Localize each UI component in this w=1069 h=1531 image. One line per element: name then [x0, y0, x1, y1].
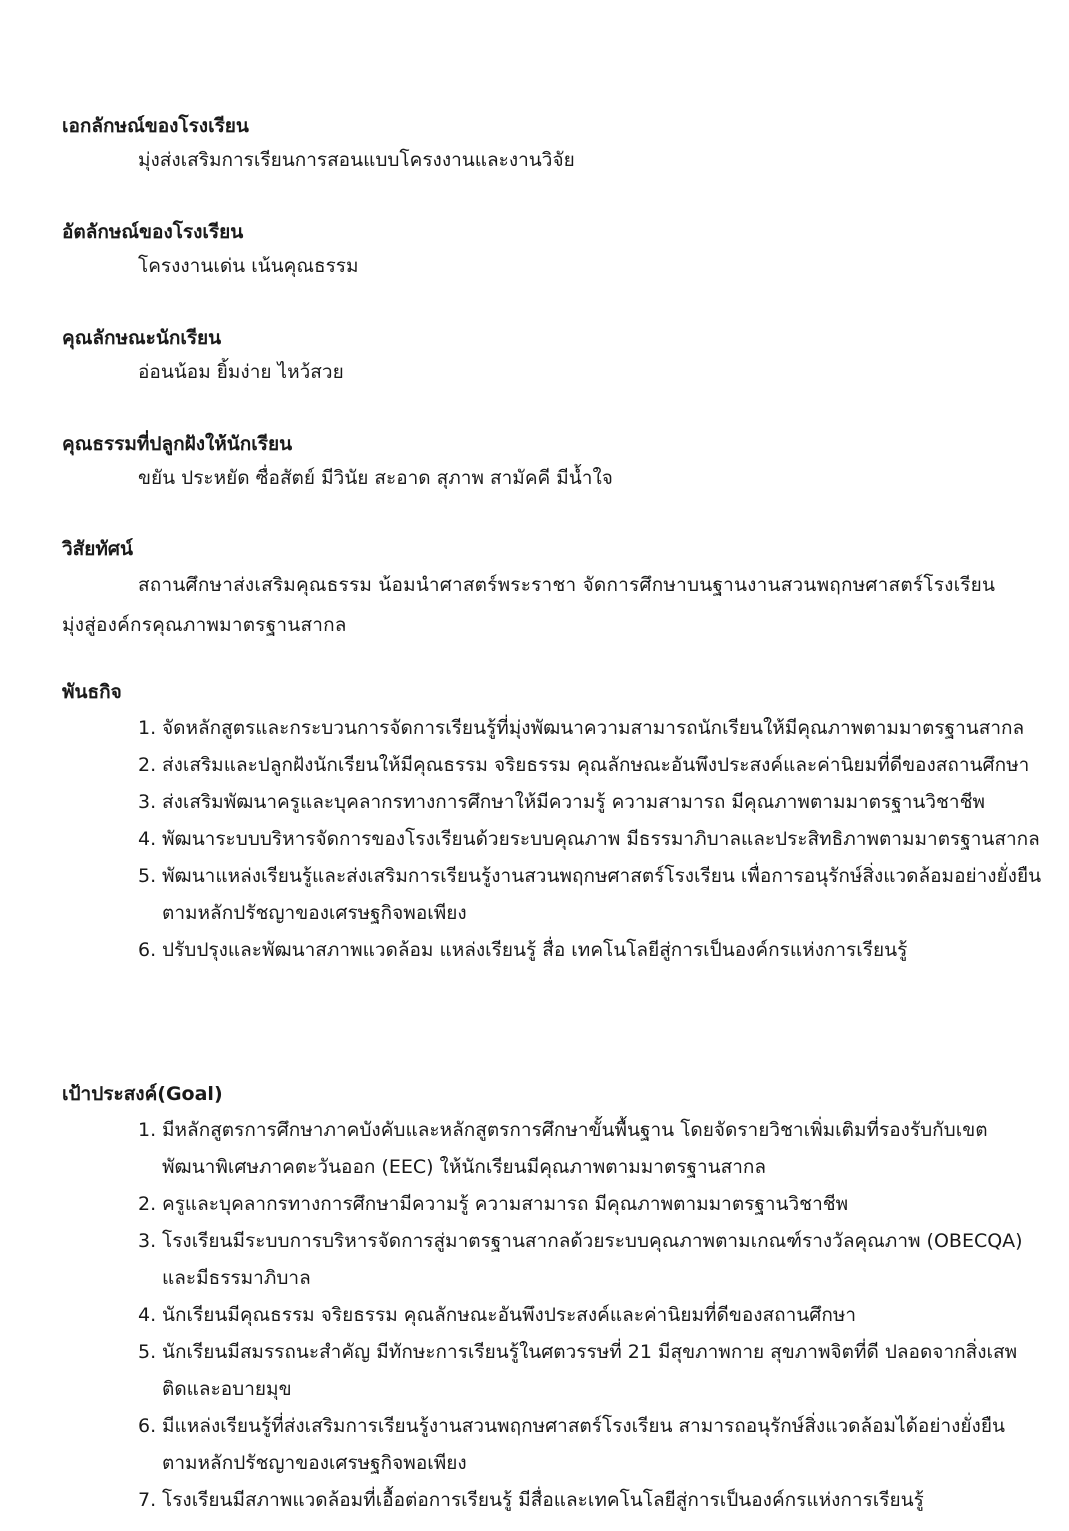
uniqueness-text: โครงงานเด่น เน้นคุณธรรม: [138, 255, 359, 277]
mission-item-number: 3.: [138, 791, 157, 813]
mission-item-number: 6.: [138, 939, 157, 961]
goal-item: [62, 1482, 1025, 1519]
goal-item-number: 2.: [138, 1193, 157, 1215]
identity-section: [62, 110, 1029, 179]
virtues-section: [62, 428, 1029, 497]
mission-item: [62, 784, 1049, 821]
vision-section: [62, 533, 1021, 645]
goal-item: [62, 1112, 1025, 1186]
mission-item-text: จัดหลักสูตรและกระบวนการจัดการเรียนรู้ที่มุ่งพัฒนาความสามารถนักเรียนให้มีคุณภาพตามมาตรฐานสากล: [162, 717, 1025, 739]
mission-item-number: 5.: [138, 865, 157, 887]
goal-item: [62, 1334, 1025, 1408]
mission-item: [62, 710, 1049, 747]
vision-heading: วิสัยทัศน์: [62, 538, 133, 560]
goal-item-number: 3.: [138, 1230, 157, 1252]
mission-item-text: ส่งเสริมพัฒนาครูและบุคลากรทางการศึกษาให้มีความรู้ ความสามารถ มีคุณภาพตามมาตรฐานวิชาชีพ: [162, 791, 986, 813]
goal-section: [62, 1078, 1025, 1519]
goal-heading: เป้าประสงค์(Goal): [62, 1083, 223, 1105]
goal-item-number: 1.: [138, 1119, 157, 1141]
goal-item: [62, 1408, 1025, 1482]
uniqueness-section: [62, 216, 1029, 285]
student-traits-section: [62, 322, 1029, 391]
mission-section: [62, 676, 1049, 969]
goal-item-text: มีแหล่งเรียนรู้ที่ส่งเสริมการเรียนรู้งานสวนพฤกษศาสตร์โรงเรียน สามารถอนุรักษ์สิ่งแวดล้อมได้อย่างยั่งยืน ตามหลักปรัชญาของเศรษฐกิจพอเพียง: [162, 1415, 1005, 1474]
student-traits-heading: คุณลักษณะนักเรียน: [62, 327, 222, 349]
mission-item-text: ส่งเสริมและปลูกฝังนักเรียนให้มีคุณธรรม จริยธรรม คุณลักษณะอันพึงประสงค์และค่านิยมที่ดีของสถานศึกษา: [162, 754, 1030, 776]
vision-text: สถานศึกษาส่งเสริมคุณธรรม น้อมนำศาสตร์พระราชา จัดการศึกษาบนฐานงานสวนพฤกษศาสตร์โรงเรียน มุ่งสู่องค์กรคุณภาพมาตรฐานสากล: [62, 574, 996, 636]
mission-list: [62, 710, 1049, 969]
goal-item-text: ครูและบุคลากรทางการศึกษามีความรู้ ความสามารถ มีคุณภาพตามมาตรฐานวิชาชีพ: [162, 1193, 849, 1215]
mission-heading: พันธกิจ: [62, 681, 122, 703]
mission-item: [62, 747, 1049, 784]
identity-heading: เอกลักษณ์ของโรงเรียน: [62, 115, 249, 137]
goal-item-text: โรงเรียนมีระบบการบริหารจัดการสู่มาตรฐานสากลด้วยระบบคุณภาพตามเกณฑ์รางวัลคุณภาพ (OBECQA) และมีธรรมาภิบาล: [162, 1230, 1023, 1289]
goal-list: [62, 1112, 1025, 1519]
mission-item-text: พัฒนาแหล่งเรียนรู้และส่งเสริมการเรียนรู้งานสวนพฤกษศาสตร์โรงเรียน เพื่อการอนุรักษ์สิ่งแวดล้อมอย่างยั่งยืน ตามหลักปรัชญาของเศรษฐกิจพอเพียง: [162, 865, 1042, 924]
goal-item-text: นักเรียนมีสมรรถนะสำคัญ มีทักษะการเรียนรู้ในศตวรรษที่ 21 มีสุขภาพกาย สุขภาพจิตที่ดี ปลอดจากสิ่งเสพติดและอบายมุข: [162, 1341, 1018, 1400]
mission-item: [62, 858, 1049, 932]
mission-item-text: ปรับปรุงและพัฒนาสภาพแวดล้อม แหล่งเรียนรู้ สื่อ เทคโนโลยีสู่การเป็นองค์กรแห่งการเรียนรู้: [162, 939, 908, 961]
goal-item-text: มีหลักสูตรการศึกษาภาคบังคับและหลักสูตรการศึกษาขั้นพื้นฐาน โดยจัดรายวิชาเพิ่มเติมที่รองรับกับเขตพัฒนาพิเศษภาคตะวันออก (EEC) ให้นักเรียนมีคุณภาพตามมาตรฐานสากล: [162, 1119, 988, 1178]
goal-item-number: 7.: [138, 1489, 157, 1511]
goal-item: [62, 1186, 1025, 1223]
identity-text: มุ่งส่งเสริมการเรียนการสอนแบบโครงงานและงานวิจัย: [138, 149, 575, 171]
virtues-heading: คุณธรรมที่ปลูกฝังให้นักเรียน: [62, 433, 293, 455]
mission-item-text: พัฒนาระบบบริหารจัดการของโรงเรียนด้วยระบบคุณภาพ มีธรรมาภิบาลและประสิทธิภาพตามมาตรฐานสากล: [162, 828, 1040, 850]
goal-item-number: 5.: [138, 1341, 157, 1363]
mission-item: [62, 932, 1049, 969]
goal-item-number: 4.: [138, 1304, 157, 1326]
goal-item-number: 6.: [138, 1415, 157, 1437]
mission-item-number: 2.: [138, 754, 157, 776]
mission-item: [62, 821, 1049, 858]
goal-item: [62, 1297, 1025, 1334]
mission-item-number: 1.: [138, 717, 157, 739]
goal-item-text: นักเรียนมีคุณธรรม จริยธรรม คุณลักษณะอันพึงประสงค์และค่านิยมที่ดีของสถานศึกษา: [162, 1304, 857, 1326]
goal-item-text: โรงเรียนมีสภาพแวดล้อมที่เอื้อต่อการเรียนรู้ มีสื่อและเทคโนโลยีสู่การเป็นองค์กรแห่งการเรียนรู้: [162, 1489, 924, 1511]
virtues-text: ขยัน ประหยัด ซื่อสัตย์ มีวินัย สะอาด สุภาพ สามัคคี มีน้ำใจ: [138, 467, 613, 489]
uniqueness-heading: อัตลักษณ์ของโรงเรียน: [62, 221, 244, 243]
student-traits-text: อ่อนน้อม ยิ้มง่าย ไหว้สวย: [138, 361, 344, 383]
goal-item: [62, 1223, 1025, 1297]
mission-item-number: 4.: [138, 828, 157, 850]
